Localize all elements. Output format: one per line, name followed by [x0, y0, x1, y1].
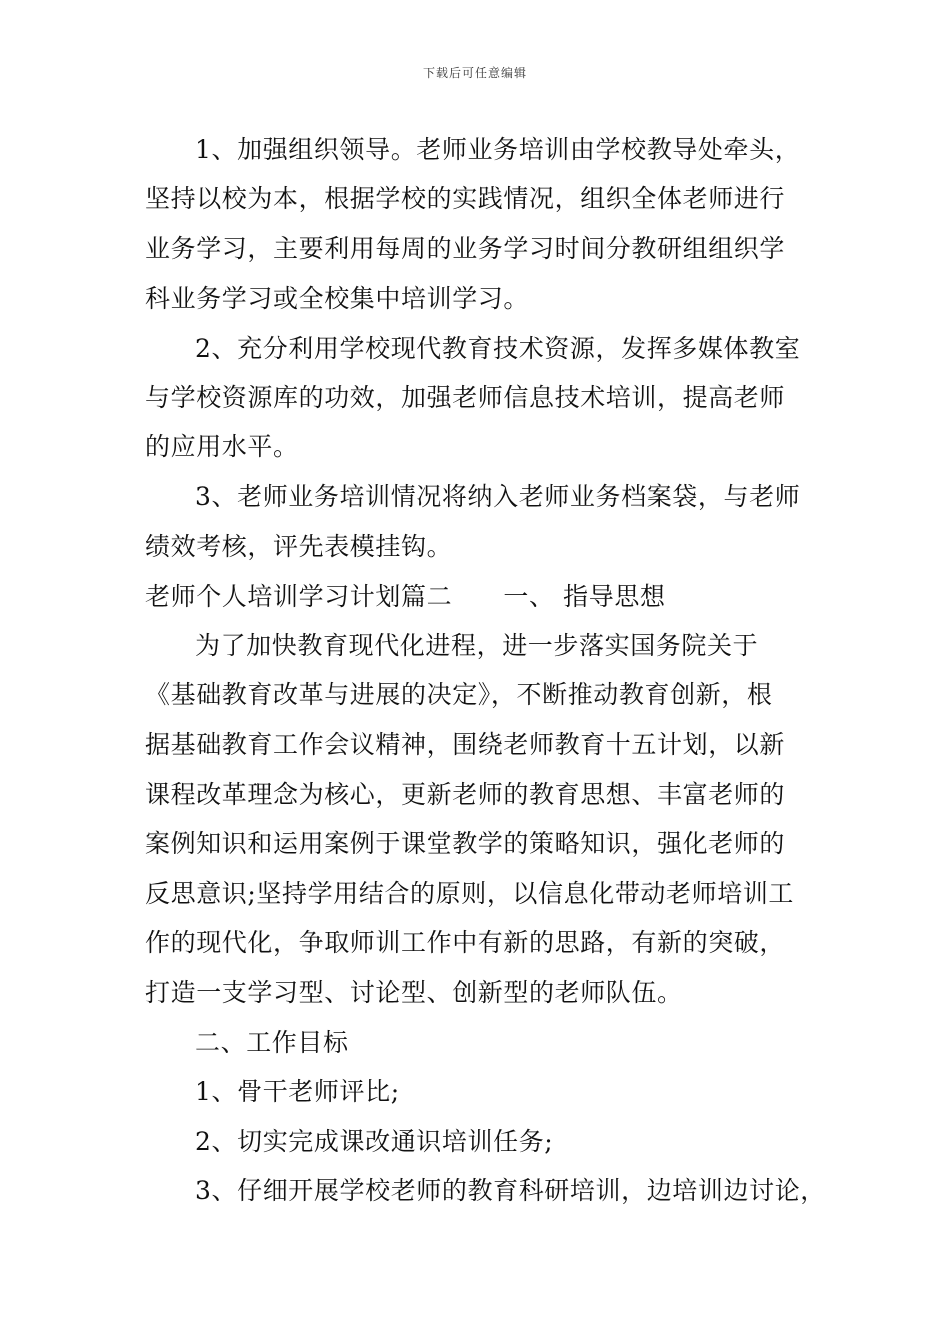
paragraph-line: 业务学习，主要利用每周的业务学习时间分教研组组织学	[145, 234, 786, 263]
paragraph-line: 作的现代化，争取师训工作中有新的思路，有新的突破，	[145, 928, 786, 957]
list-item: 3、仔细开展学校老师的教育科研培训，边培训边讨论，	[195, 1176, 826, 1205]
paragraph-line: 绩效考核，评先表模挂钩。	[145, 532, 453, 561]
paragraph-line: 案例知识和运用案例于课堂教学的策略知识，强化老师的	[145, 829, 786, 858]
section-heading: 二、工作目标	[195, 1028, 349, 1057]
paragraph-line: 3、老师业务培训情况将纳入老师业务档案袋，与老师	[195, 482, 801, 511]
paragraph-line: 据基础教育工作会议精神，围绕老师教育十五计划，以新	[145, 730, 786, 759]
paragraph-line: 坚持以校为本，根据学校的实践情况，组织全体老师进行	[145, 184, 786, 213]
list-item: 1、骨干老师评比;	[195, 1077, 400, 1106]
paragraph-line: 与学校资源库的功效，加强老师信息技术培训，提高老师	[145, 383, 786, 412]
paragraph-line: 为了加快教育现代化进程，进一步落实国务院关于	[195, 631, 759, 660]
paragraph-line: 《基础教育改革与进展的决定》，不断推动教育创新，根	[145, 680, 773, 709]
paragraph-line: 科业务学习或全校集中培训学习。	[145, 284, 530, 313]
list-item: 2、切实完成课改通识培训任务;	[195, 1127, 554, 1156]
paragraph-line: 反思意识;坚持学用结合的原则，以信息化带动老师培训工	[145, 879, 795, 908]
paragraph-line: 2、充分利用学校现代教育技术资源，发挥多媒体教室	[195, 334, 801, 363]
page-header: 下载后可任意编辑	[422, 66, 527, 80]
paragraph-line: 的应用水平。	[145, 432, 299, 461]
paragraph-line: 打造一支学习型、讨论型、创新型的老师队伍。	[145, 978, 683, 1007]
paragraph-line: 课程改革理念为核心，更新老师的教育思想、丰富老师的	[145, 780, 786, 809]
section-heading: 老师个人培训学习计划篇二 一、 指导思想	[145, 582, 666, 611]
paragraph-line: 1、加强组织领导。老师业务培训由学校教导处牵头，	[195, 135, 801, 164]
